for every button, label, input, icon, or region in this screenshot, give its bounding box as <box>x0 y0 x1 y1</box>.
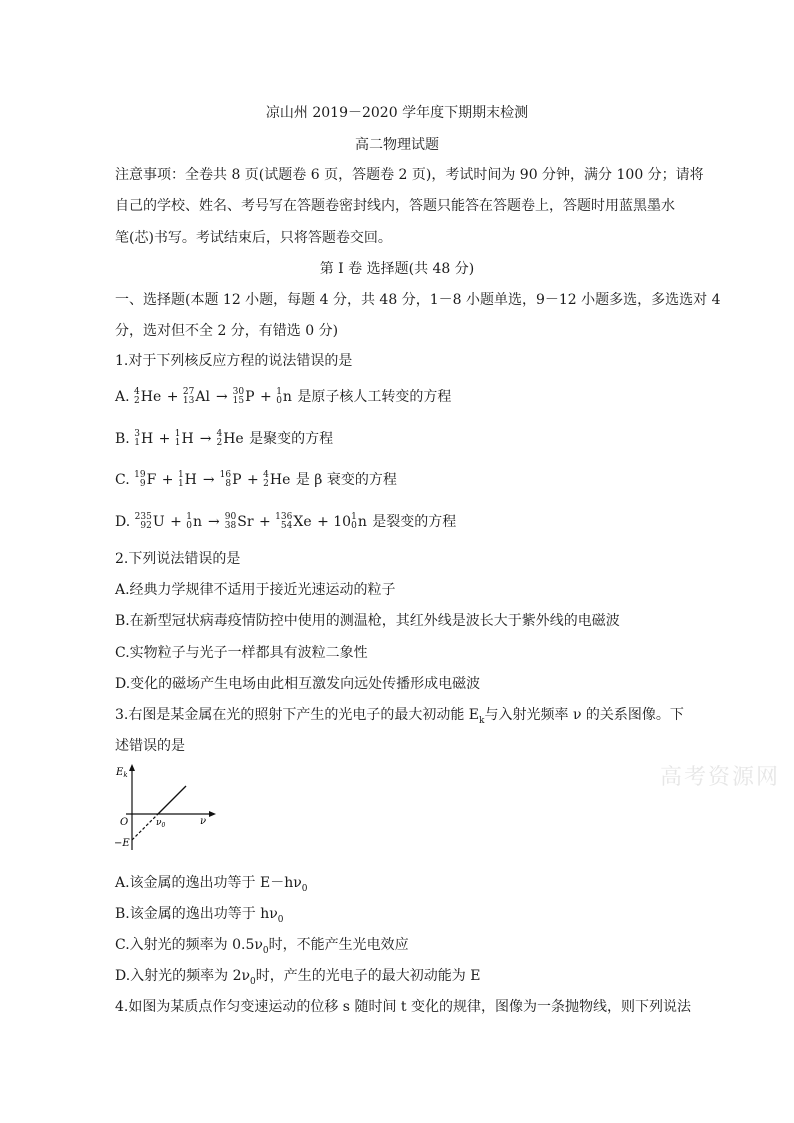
q2-option-a: A.经典力学规律不适用于接近光速运动的粒子 <box>115 582 396 598</box>
x-axis-arrow <box>209 811 216 817</box>
y-intercept-label: −E <box>114 838 130 849</box>
q2-option-c: C.实物粒子与光子一样都具有波粒二象性 <box>115 645 368 661</box>
q2-option-b: B.在新型冠状病毒疫情防控中使用的测温枪，其红外线是波长大于紫外线的电磁波 <box>115 613 620 629</box>
q3-c-sub: 0 <box>262 945 269 956</box>
section-title: 第 I 卷 选择题(共 48 分) <box>319 261 475 277</box>
q3-c-text: C.入射光的频率为 0.5ν <box>115 937 263 953</box>
section-intro-2: 分，选对但不全 2 分，有错选 0 分) <box>115 323 339 339</box>
notice-line-2: 自己的学校、姓名、考号写在答题卷密封线内，答题只能答在答题卷上，答题时用蓝黑墨水 <box>115 198 675 214</box>
q3-option-c <box>115 935 409 955</box>
exam-title: 凉山州 2019－2020 学年度下期期末检测 <box>265 105 529 121</box>
q1-a-equation: 4 2 He + 27 13 Al → 30 15 P + 1 0 n <box>134 387 292 406</box>
q3-option-a <box>115 873 308 893</box>
q1-a-tail: 是原子核人工转变的方程 <box>297 389 452 405</box>
dashed-line <box>132 814 158 840</box>
x-axis-label: ν <box>200 816 207 827</box>
q3-a-sub: 0 <box>301 883 308 894</box>
y-axis-label: $E_k$ <box>116 767 128 779</box>
q1-c-tail: 是 β 衰变的方程 <box>295 472 397 488</box>
notice-line-1: 注意事项：全卷共 8 页(试题卷 6 页，答题卷 2 页)，考试时间为 90 分钟，满分 100 分；请将 <box>115 167 704 183</box>
q3-option-b <box>115 904 283 924</box>
q4-stem: 4.如图为某质点作匀变速运动的位移 s 随时间 t 变化的规律，图像为一条抛物线，则下列说法 <box>115 999 691 1015</box>
q1-d-label: D. <box>115 514 131 530</box>
q3-b-sub: 0 <box>277 914 284 925</box>
y-axis-arrow <box>129 764 135 771</box>
watermark: 高考资源网 <box>660 765 781 790</box>
q1-option-c <box>115 470 397 490</box>
solid-line <box>158 786 186 814</box>
q1-option-d <box>115 512 456 532</box>
q3-stem-1-sub: k <box>479 715 485 726</box>
q1-b-tail: 是聚变的方程 <box>249 431 334 447</box>
q1-stem: 1.对于下列核反应方程的说法错误的是 <box>115 353 353 369</box>
origin-label: O <box>120 817 129 828</box>
q3-stem-1-text: 3.右图是某金属在光的照射下产生的光电子的最大初动能 E <box>115 707 480 723</box>
exam-subtitle: 高二物理试题 <box>355 137 439 153</box>
q1-c-label: C. <box>115 472 130 488</box>
q3-ek-nu-graph <box>112 762 222 854</box>
q3-c-tail: 时，不能产生光电效应 <box>268 937 409 953</box>
q2-stem: 2.下列说法错误的是 <box>115 551 241 567</box>
notice-line-3: 笔(芯)书写。考试结束后，只将答题卷交回。 <box>115 230 392 246</box>
q1-a-label: A. <box>115 389 130 405</box>
nu0-label: $\nu_0$ <box>156 818 166 829</box>
q3-stem-2: 述错误的是 <box>115 738 185 754</box>
q3-d-sub: 0 <box>250 976 256 987</box>
q3-d-tail: 时，产生的光电子的最大初动能为 E <box>255 968 481 984</box>
q1-option-b <box>115 429 333 449</box>
q1-b-label: B. <box>115 431 130 447</box>
q3-d-text: D.入射光的频率为 2ν <box>115 968 251 984</box>
q1-d-tail: 是裂变的方程 <box>372 514 457 530</box>
q3-stem-1 <box>115 705 684 725</box>
q3-option-d <box>115 966 480 986</box>
q3-stem-1-tail: 与入射光频率 ν 的关系图像。下 <box>484 707 684 723</box>
q3-a-text: A.该金属的逸出功等于 E－hν <box>115 875 302 891</box>
q3-b-text: B.该金属的逸出功等于 hν <box>115 906 278 922</box>
q1-option-a <box>115 387 451 407</box>
q1-b-equation: 3 1 H + 1 1 H → 4 2 He <box>134 429 244 448</box>
q2-option-d: D.变化的磁场产生电场由此相互激发向远处传播形成电磁波 <box>115 676 481 692</box>
q1-c-equation: 19 9 F + 1 1 H → 16 8 P + 4 2 He <box>134 470 291 489</box>
q1-d-equation: 235 92 U + 1 0 n → 90 38 Sr + 136 54 Xe + 10 1 0 n <box>134 512 367 531</box>
section-intro-1: 一、选择题(本题 12 小题，每题 4 分，共 48 分，1－8 小题单选，9－12 小题多选，多选选对 4 <box>115 292 721 308</box>
